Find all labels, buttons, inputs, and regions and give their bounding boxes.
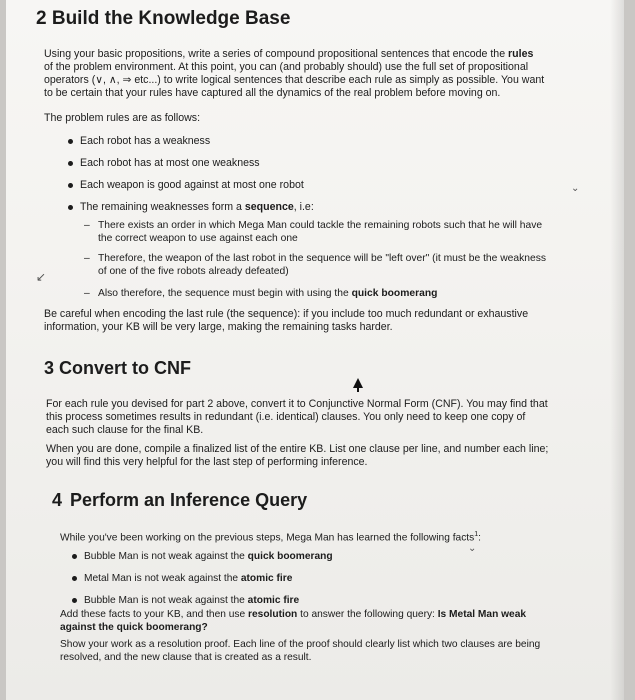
document-page: 2 Build the Knowledge Base Using your basic propositions, write a series of compound propositional sentences that encode the rules of the problem environment. At this point, you can (and probably should) use the full set of propositional operators (∨, ∧, ⇒ etc...) to write logical sentences that describe each rule as simply as possible. You want to be certain that your rules have captured all the dynamics of the real problem before moving on. The problem rules are as follows: Each robot has a weakness Each robot has at most one weakness Each weapon is good against at most one robot The remaining weaknesses form a sequence, i.e: ⌄ – There exists an order in which Mega Man could tackle the remaining robots such that he will have the correct weapon to use against each one ↙ – Therefore, the weapon of the last robot in the sequence will be "left over" (it must be the weakness of one of the five robots already defeated) – Also therefore, the sequence must begin with using the quick boomerang Be careful when encoding the last rule (the sequence): if you include too much redundant or exhaustive information, your KB will be very large, making the remaining tasks harder. 3 Convert to CNF For each rule you devised for part 2 above, convert it to Conjunctive Normal Form (CNF). You may find that this process sometimes results in redundant (i.e. identical) clauses. You only need to keep one copy of each such clause for the final KB. When you are done, compile a finalized list of the entire KB. List one clause per line, and number each line; you will find this very helpful for the last step of performing inference. 4 Perform an Inference Query While you've been working on the previous steps, Mega Man has learned the following facts$^1$: Bubble Man is not weak against the quick boomerang Metal Man is not weak against the atomic fire Bubble Man is not weak against the atomic fire ⌄ Add these facts to your KB, and then use resolution to answer the following query: Is Metal Man weak against the quick boomerang? Show your work as a resolution proof. Each line of the proof should clearly list which two clauses are being resolved, and the new clause that is created as a result. xyxy=(6,0,624,700)
show-work-paragraph: Show your work as a resolution proof. Each line of the proof should clearly list which two clauses are being resolved, and the new clause that is created as a result. xyxy=(60,639,541,663)
stray-mark: ↙ xyxy=(36,270,47,284)
caution-paragraph: Be careful when encoding the last rule (the sequence): if you include too much redundant or exhaustive information, your KB will be very large, making the remaining tasks harder. xyxy=(44,308,529,333)
mouse-cursor-icon xyxy=(353,378,363,388)
rule-item: Each robot has at most one weakness xyxy=(66,157,586,179)
fact-item: Bubble Man is not weak against the atomic fire xyxy=(70,594,590,616)
fact-item: Metal Man is not weak against the atomic fire xyxy=(70,572,590,594)
section-4-intro: While you've been working on the previous steps, Mega Man has learned the following facts$^1$: xyxy=(60,531,481,544)
dash-icon: – xyxy=(84,288,90,299)
section-3-title: 3 Convert to CNF xyxy=(44,358,192,378)
stray-mark: ⌄ xyxy=(571,183,580,194)
facts-list xyxy=(70,550,590,616)
rules-list xyxy=(66,135,586,223)
rule-item: Each robot has a weakness xyxy=(66,135,586,157)
cnf-paragraph: For each rule you devised for part 2 above, convert it to Conjunctive Normal Form (CNF). You may find that this process sometimes results in redundant (i.e. identical) clauses. You only need to keep one copy of each such clause for the final KB. xyxy=(46,398,548,436)
page-shadow xyxy=(610,0,624,700)
compile-paragraph: When you are done, compile a finalized list of the entire KB. List one clause per line, and number each line; you will find this very helpful for the last step of performing inference. xyxy=(46,443,549,468)
section-4-title: 4 Perform an Inference Query xyxy=(52,490,308,510)
fact-item: Bubble Man is not weak against the quick boomerang xyxy=(70,550,590,572)
rule-item: The remaining weaknesses form a sequence, i.e: xyxy=(66,201,586,223)
section-2-title: 2 Build the Knowledge Base xyxy=(36,8,291,29)
dash-icon: – xyxy=(84,220,90,231)
dash-icon: – xyxy=(84,253,90,264)
rule-item: Each weapon is good against at most one robot xyxy=(66,179,586,201)
add-facts-paragraph: Add these facts to your KB, and then use resolution to answer the following query: Is Metal Man weak against the quick boomerang? xyxy=(60,609,527,633)
rules-label: The problem rules are as follows: xyxy=(44,112,201,124)
section-2-intro: Using your basic propositions, write a series of compound propositional sentences that encode the rules of the problem environment. At this point, you can (and probably should) use the full set of propositional operators (∨, ∧, ⇒ etc...) to write logical sentences that describe each rule as simply as possible. You want to be certain that your rules have captured all the dynamics of the real problem before moving on. xyxy=(44,48,545,99)
stray-mark: ⌄ xyxy=(468,543,477,554)
